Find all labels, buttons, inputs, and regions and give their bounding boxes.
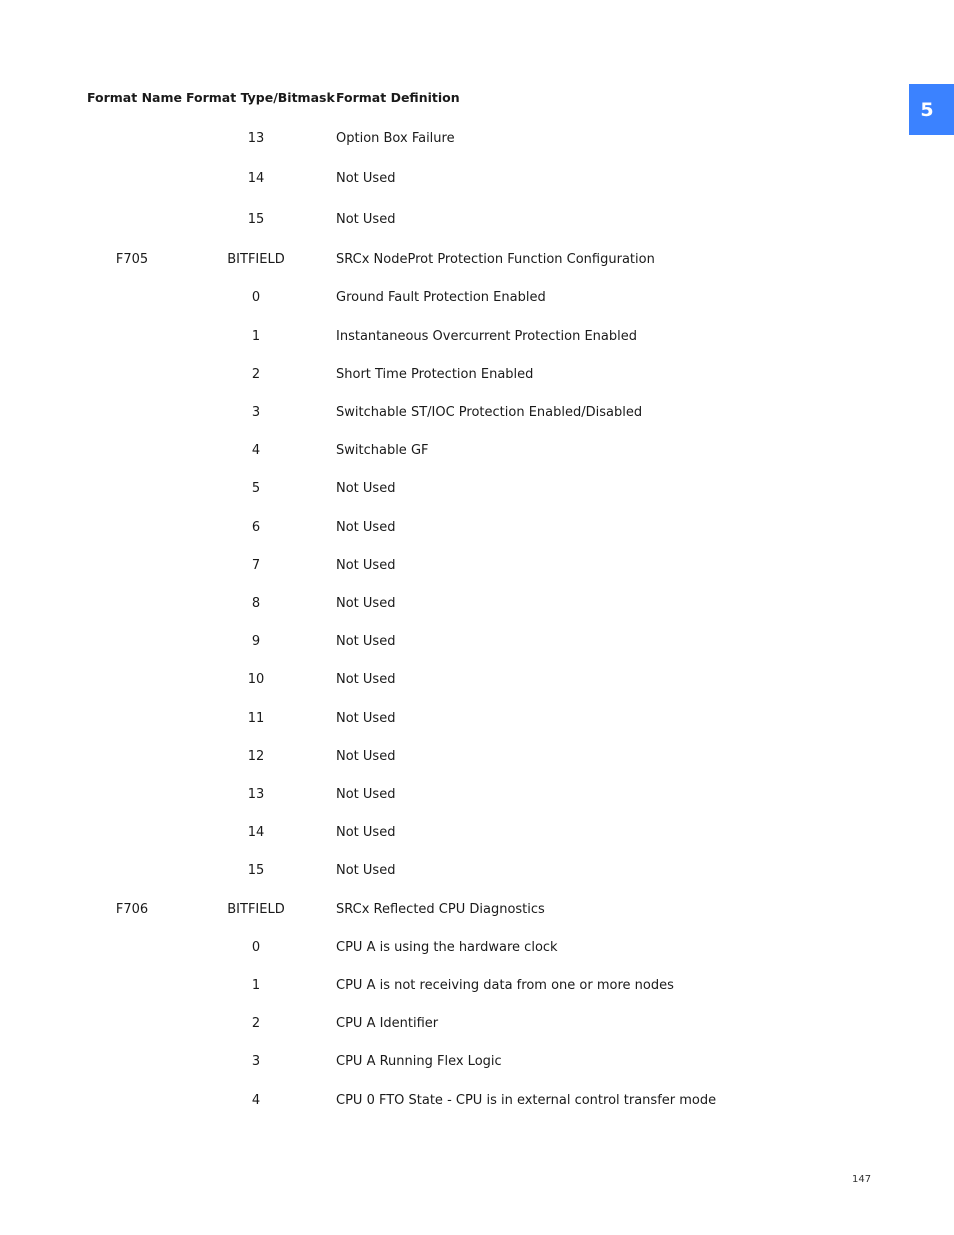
format-type-cell: 15 [247, 863, 265, 878]
format-definition-cell: Not Used [336, 481, 396, 496]
format-type-cell: 8 [251, 596, 261, 611]
format-type-cell: 14 [247, 171, 265, 186]
format-definition-cell: Ground Fault Protection Enabled [336, 290, 546, 305]
format-definition-cell: Switchable GF [336, 443, 429, 458]
format-type-cell: 12 [247, 749, 265, 764]
table-row [0, 169, 954, 189]
format-type-cell: 7 [251, 558, 261, 573]
format-definition-cell: Not Used [336, 171, 396, 186]
table-row [0, 938, 954, 958]
format-definition-cell: Switchable ST/IOC Protection Enabled/Disabled [336, 405, 643, 420]
format-type-cell: 15 [247, 212, 265, 227]
table-row [0, 441, 954, 461]
format-type-cell: 4 [251, 1093, 261, 1108]
table-row [0, 670, 954, 690]
format-type-cell: 1 [251, 978, 261, 993]
format-definition-cell: Not Used [336, 711, 396, 726]
format-type-cell: 13 [247, 787, 265, 802]
table-row [0, 210, 954, 230]
format-type-cell: BITFIELD [227, 902, 285, 917]
table-row [0, 288, 954, 308]
table-row [0, 823, 954, 843]
format-definition-cell: Instantaneous Overcurrent Protection Enabled [336, 329, 637, 344]
format-definition-cell: Not Used [336, 596, 396, 611]
format-definition-cell: CPU 0 FTO State - CPU is in external control transfer mode [336, 1093, 717, 1108]
table-row [0, 403, 954, 423]
format-definition-cell: Not Used [336, 863, 396, 878]
format-definition-cell: Not Used [336, 212, 396, 227]
table-row [0, 976, 954, 996]
table-row [0, 1091, 954, 1111]
format-type-cell: 2 [251, 367, 261, 382]
format-definition-cell: CPU A is not receiving data from one or more nodes [336, 978, 674, 993]
format-definition-cell: Not Used [336, 672, 396, 687]
format-definition-cell: Not Used [336, 749, 396, 764]
format-definition-cell: CPU A Identifier [336, 1016, 439, 1031]
format-definition-cell: Not Used [336, 634, 396, 649]
format-type-cell: 1 [251, 329, 261, 344]
format-type-cell: 4 [251, 443, 261, 458]
format-type-cell: 13 [247, 131, 265, 146]
format-type-cell: 0 [251, 290, 261, 305]
format-definition-cell: Not Used [336, 787, 396, 802]
format-type-cell: 10 [247, 672, 265, 687]
table-row [0, 365, 954, 385]
format-name-cell: F706 [115, 902, 149, 917]
table-row [0, 747, 954, 767]
format-definition-cell: CPU A is using the hardware clock [336, 940, 558, 955]
table-row [0, 129, 954, 149]
table-row [0, 556, 954, 576]
table-row [0, 479, 954, 499]
table-row [0, 709, 954, 729]
table-row [0, 518, 954, 538]
table-row [0, 1014, 954, 1034]
column-header-format-definition: Format Definition [336, 90, 460, 105]
format-type-cell: 6 [251, 520, 261, 535]
format-type-cell: 3 [251, 405, 261, 420]
format-type-cell: 3 [251, 1054, 261, 1069]
column-header-format-type: Format Type/Bitmask [186, 90, 335, 105]
table-row [0, 1052, 954, 1072]
table-row [0, 327, 954, 347]
table-row [0, 785, 954, 805]
page-number: 147 [852, 1174, 872, 1185]
format-definition-cell: Not Used [336, 520, 396, 535]
format-definition-cell: Option Box Failure [336, 131, 455, 146]
column-header-format-name: Format Name [87, 90, 182, 105]
table-row [0, 900, 954, 920]
format-definition-cell: Not Used [336, 825, 396, 840]
format-type-cell: 2 [251, 1016, 261, 1031]
format-type-cell: BITFIELD [227, 252, 285, 267]
section-tab: 5 [909, 84, 954, 135]
format-type-cell: 14 [247, 825, 265, 840]
format-type-cell: 11 [247, 711, 265, 726]
format-type-cell: 0 [251, 940, 261, 955]
format-definition-cell: CPU A Running Flex Logic [336, 1054, 502, 1069]
format-definition-cell: Not Used [336, 558, 396, 573]
format-type-cell: 9 [251, 634, 261, 649]
format-definition-cell: SRCx NodeProt Protection Function Configuration [336, 252, 655, 267]
format-definition-cell: Short Time Protection Enabled [336, 367, 534, 382]
table-row [0, 594, 954, 614]
format-definition-cell: SRCx Reflected CPU Diagnostics [336, 902, 545, 917]
table-row [0, 250, 954, 270]
format-type-cell: 5 [251, 481, 261, 496]
format-name-cell: F705 [115, 252, 149, 267]
table-row [0, 632, 954, 652]
table-row [0, 861, 954, 881]
